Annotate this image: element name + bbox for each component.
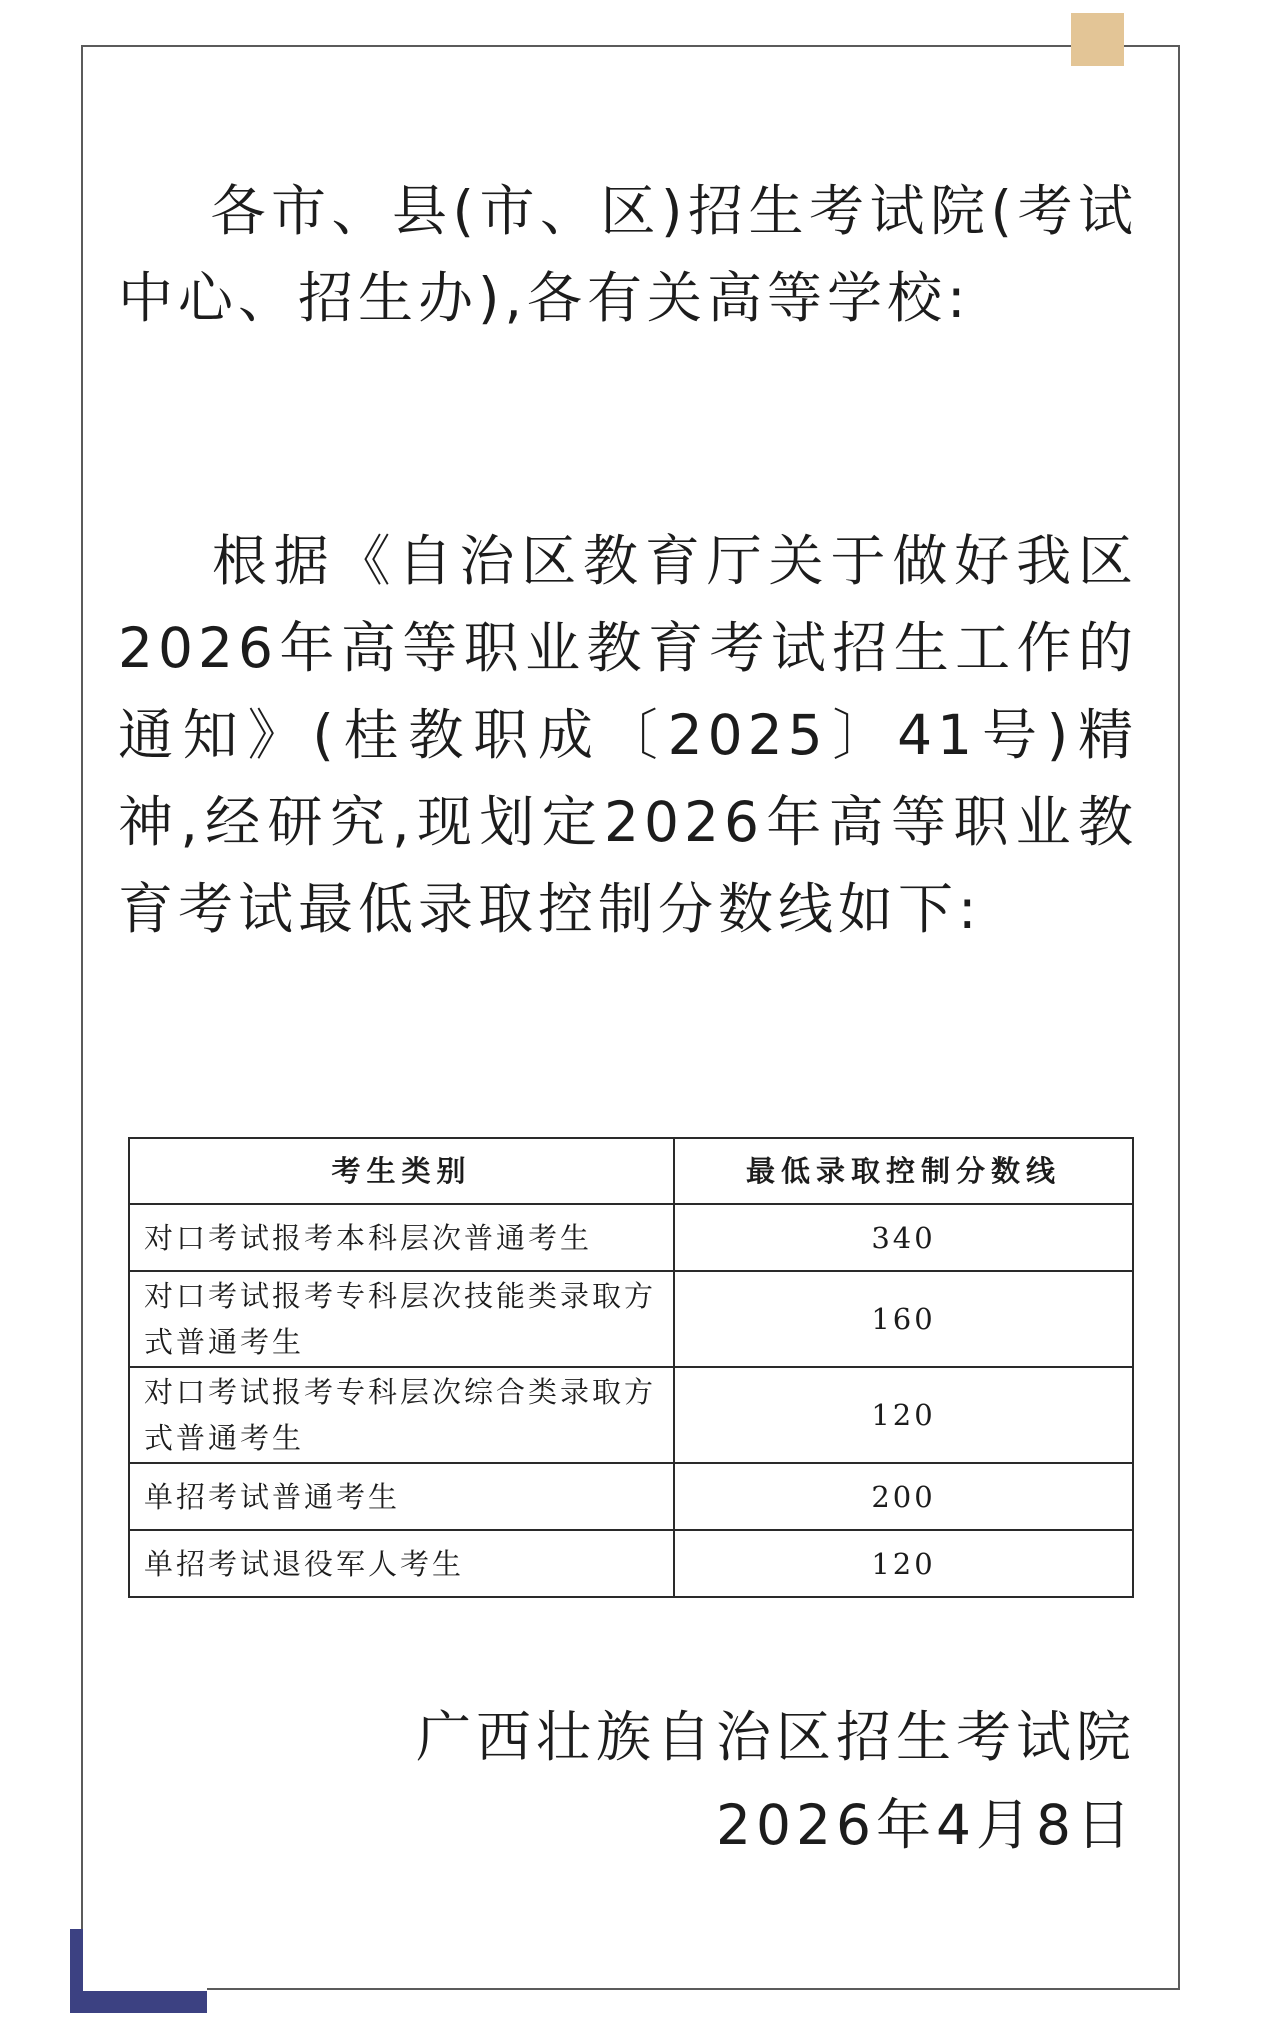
table-row [129,1530,1133,1597]
corner-decoration-top-right [1071,13,1124,66]
signature-date: 2026年4月8日 [716,1793,1136,1857]
body-text: 根据《自治区教育厅关于做好我区2026年高等职业教育考试招生工作的通知》(桂教职成〔2025〕41号)精神,经研究,现划定2026年高等职业教育考试最低录取控制分数线如下: [118,529,1138,941]
row-category: 对口考试报考专科层次综合类录取方式普通考生 [129,1367,674,1463]
table-row [129,1204,1133,1271]
row-category: 对口考试报考专科层次技能类录取方式普通考生 [129,1271,674,1367]
row-category: 单招考试普通考生 [129,1463,674,1530]
signature-organization: 广西壮族自治区招生考试院 [415,1705,1136,1769]
score-table [128,1137,1134,1598]
row-category: 单招考试退役军人考生 [129,1530,674,1597]
table-header-row [129,1138,1133,1204]
table-row [129,1463,1133,1530]
header-category: 考生类别 [129,1138,674,1204]
row-score: 160 [674,1271,1133,1367]
row-score: 340 [674,1204,1133,1271]
row-score: 200 [674,1463,1133,1530]
greeting-paragraph [118,168,1138,342]
table-row [129,1367,1133,1463]
body-paragraph [118,518,1138,953]
row-category: 对口考试报考本科层次普通考生 [129,1204,674,1271]
corner-decoration-inner [83,1929,207,1991]
table-row [129,1271,1133,1367]
greeting-text: 各市、县(市、区)招生考试院(考试中心、招生办),各有关高等学校: [118,179,1138,330]
header-score: 最低录取控制分数线 [674,1138,1133,1204]
row-score: 120 [674,1530,1133,1597]
row-score: 120 [674,1367,1133,1463]
